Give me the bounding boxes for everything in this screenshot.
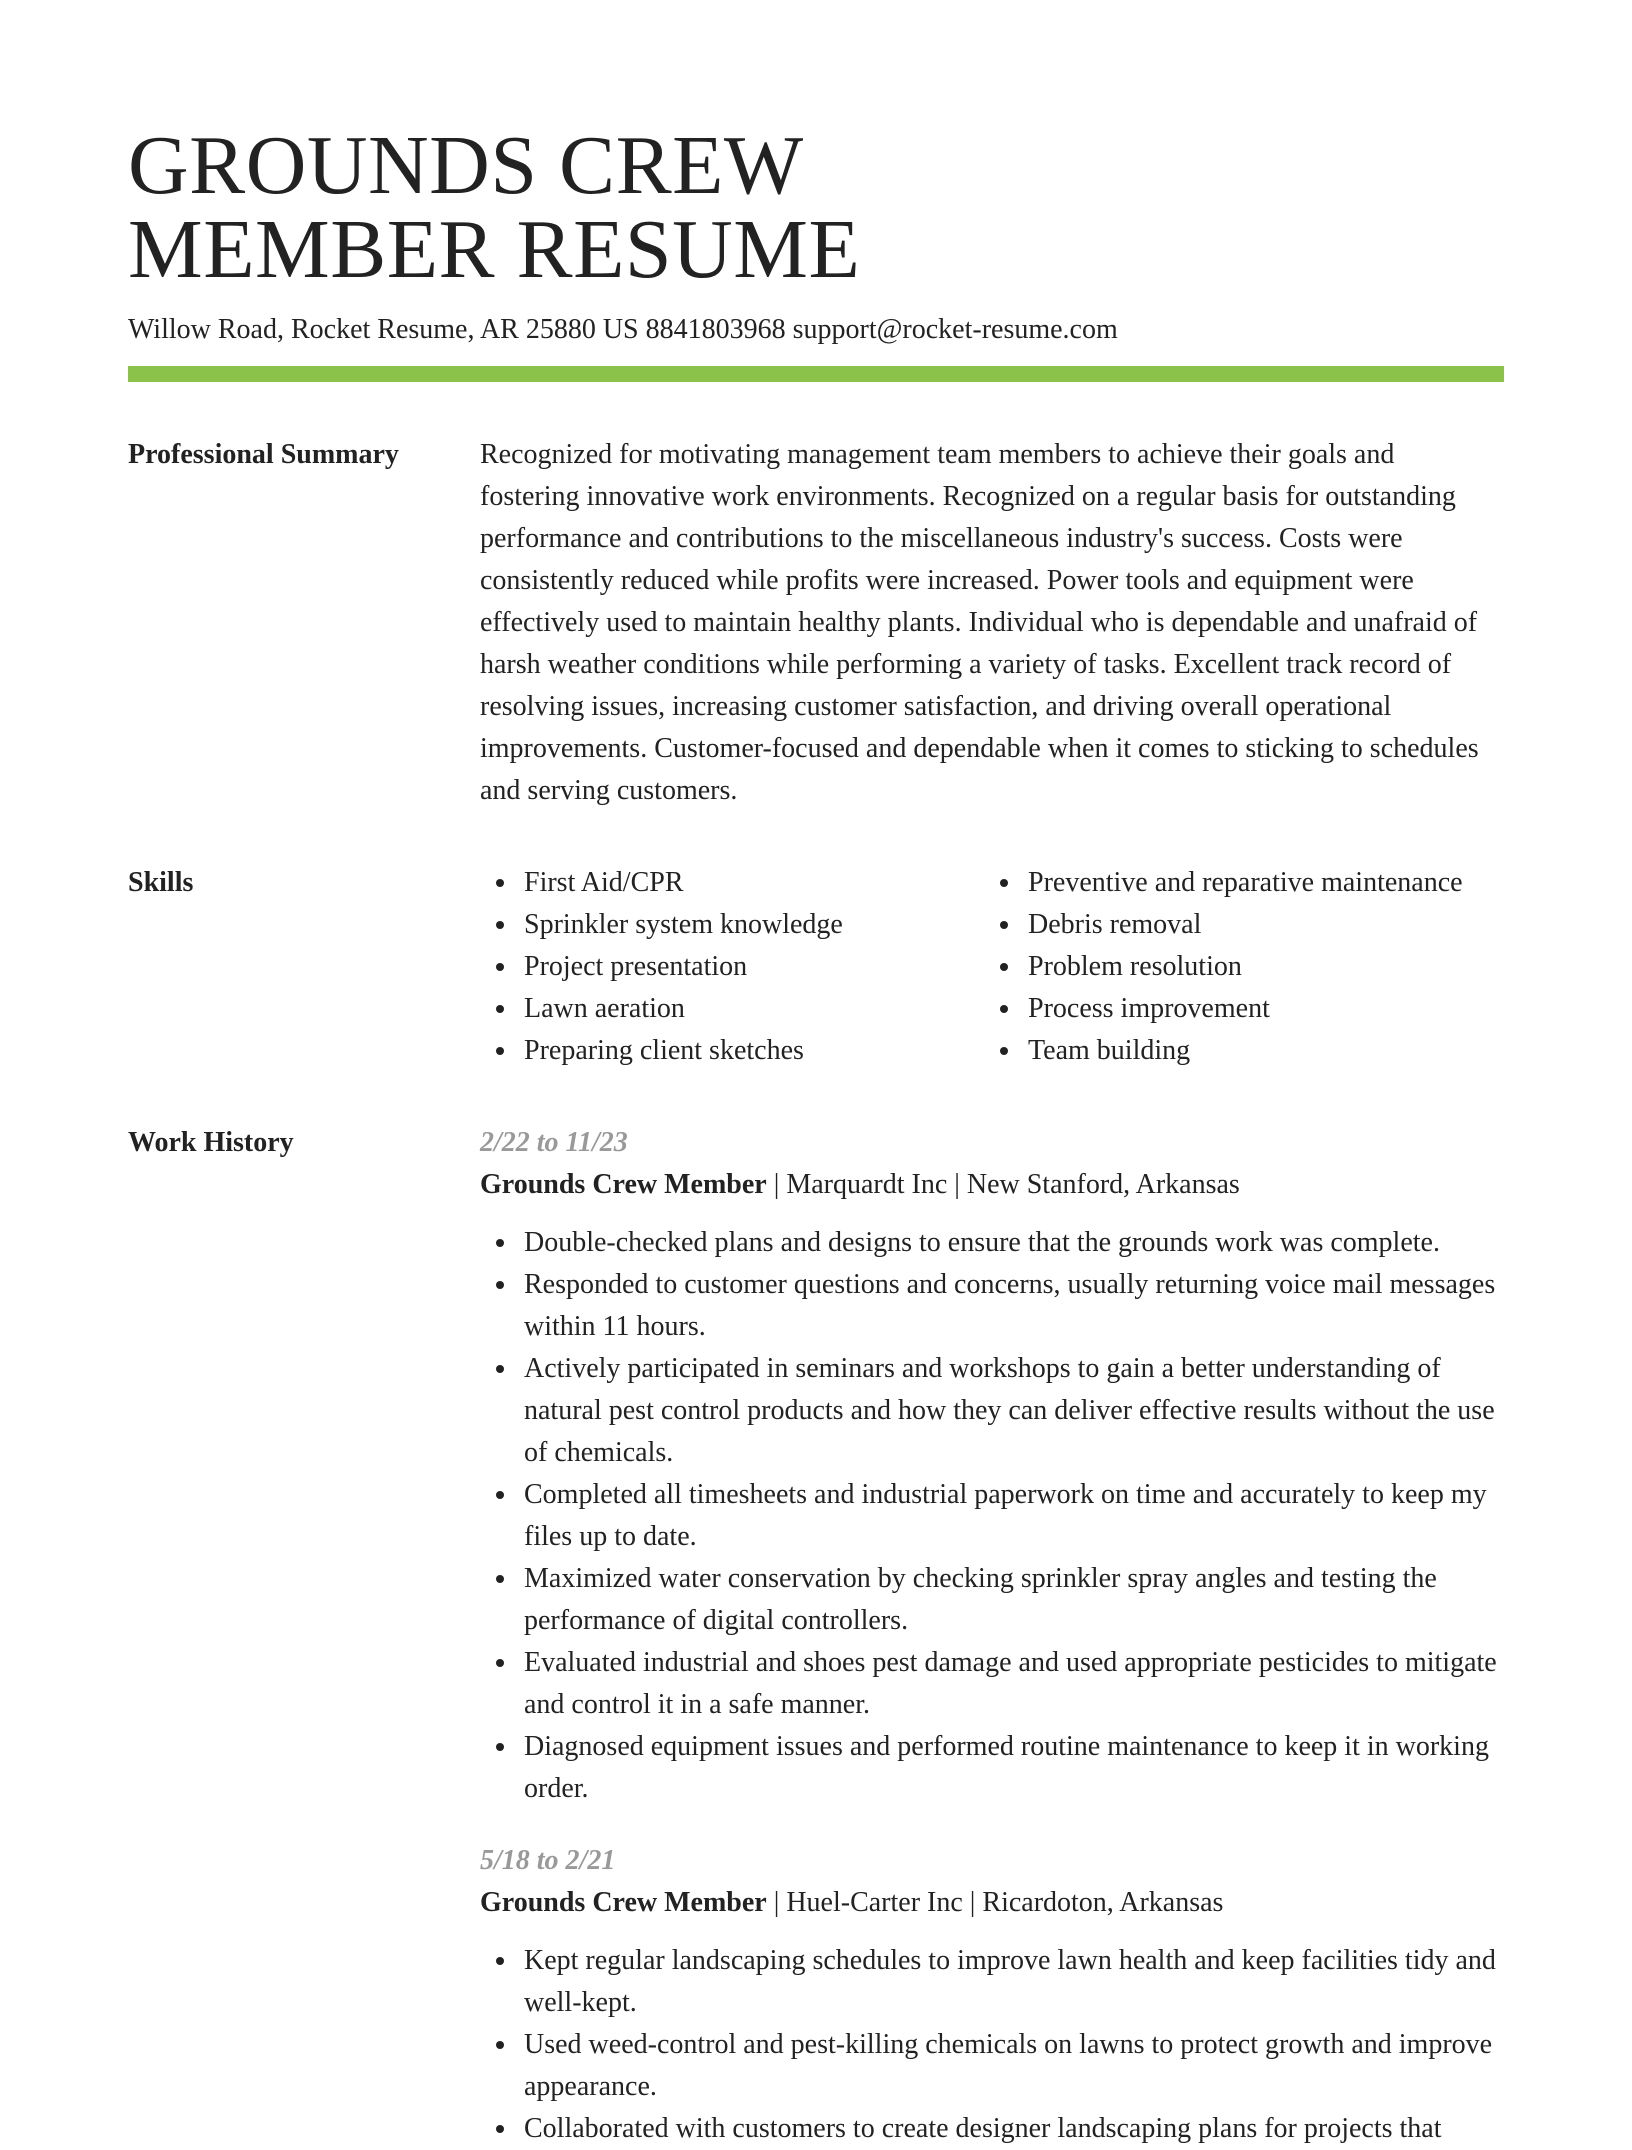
job-entry — [480, 1840, 1504, 2150]
title-line-1: GROUNDS CREW — [128, 119, 804, 212]
skills-column-left — [480, 862, 984, 1072]
skill-item: First Aid/CPR — [480, 862, 984, 904]
work-history-body — [480, 1122, 1504, 2150]
skill-item: Problem resolution — [984, 946, 1488, 988]
title-line-2: MEMBER RESUME — [128, 203, 861, 296]
job-bullet: Kept regular landscaping schedules to improve lawn health and keep facilities tidy and well-kept. — [480, 1940, 1504, 2024]
work-history-label: Work History — [128, 1127, 294, 1158]
job-entry — [480, 1122, 1504, 1810]
summary-section — [128, 434, 1504, 812]
skill-item: Preventive and reparative maintenance — [984, 862, 1488, 904]
job-bullet: Diagnosed equipment issues and performed routine maintenance to keep it in working order. — [480, 1726, 1504, 1810]
resume-title — [128, 119, 1504, 296]
summary-body — [480, 434, 1504, 812]
job-heading — [480, 1164, 1504, 1206]
skills-column-right — [984, 862, 1488, 1072]
work-history-section — [128, 1122, 1504, 2150]
summary-text: Recognized for motivating management team members to achieve their goals and fostering innovative work environments. Recognized on a regular basis for outstanding performance and contributions to the miscellaneous industry's success. Costs were consistently reduced while profits were increased. Power tools and equipment were effectively used to maintain healthy plants. Individual who is dependable and unafraid of harsh weather conditions while performing a variety of tasks. Excellent track record of resolving issues, increasing customer satisfaction, and driving overall operational improvements. Customer-focused and dependable when it comes to sticking to schedules and serving customers. — [480, 439, 1479, 806]
job-bullet: Double-checked plans and designs to ensure that the grounds work was complete. — [480, 1222, 1504, 1264]
job-title: Grounds Crew Member — [480, 1887, 767, 1918]
skill-item: Preparing client sketches — [480, 1030, 984, 1072]
job-bullet: Actively participated in seminars and workshops to gain a better understanding of natural pest control products and how they can deliver effective results without the use of chemicals. — [480, 1348, 1504, 1474]
skill-item: Team building — [984, 1030, 1488, 1072]
job-bullets — [480, 1940, 1504, 2150]
job-bullet: Responded to customer questions and concerns, usually returning voice mail messages within 11 hours. — [480, 1264, 1504, 1348]
job-bullet: Maximized water conservation by checking sprinkler spray angles and testing the performance of digital controllers. — [480, 1558, 1504, 1642]
job-employer-location: | Marquardt Inc | New Stanford, Arkansas — [766, 1169, 1240, 1200]
skills-section — [128, 862, 1504, 1072]
skill-item: Process improvement — [984, 988, 1488, 1030]
skill-item: Lawn aeration — [480, 988, 984, 1030]
skills-body — [480, 862, 1504, 1072]
skill-item: Sprinkler system knowledge — [480, 904, 984, 946]
accent-divider — [128, 366, 1504, 382]
job-heading — [480, 1882, 1504, 1924]
job-bullet: Completed all timesheets and industrial paperwork on time and accurately to keep my files up to date. — [480, 1474, 1504, 1558]
contact-line: Willow Road, Rocket Resume, AR 25880 US 8841803968 support@rocket-resume.com — [128, 314, 1118, 345]
job-bullet: Collaborated with customers to create designer landscaping plans for projects that — [480, 2108, 1504, 2150]
job-bullet: Evaluated industrial and shoes pest damage and used appropriate pesticides to mitigate and control it in a safe manner. — [480, 1642, 1504, 1726]
summary-label: Professional Summary — [128, 439, 399, 470]
job-employer-location: | Huel-Carter Inc | Ricardoton, Arkansas — [766, 1887, 1224, 1918]
job-dates: 5/18 to 2/21 — [480, 1845, 616, 1876]
skill-item: Project presentation — [480, 946, 984, 988]
skills-label: Skills — [128, 867, 194, 898]
job-bullet: Used weed-control and pest-killing chemicals on lawns to protect growth and improve appearance. — [480, 2024, 1504, 2108]
job-dates: 2/22 to 11/23 — [480, 1127, 628, 1158]
skill-item: Debris removal — [984, 904, 1488, 946]
job-title: Grounds Crew Member — [480, 1169, 767, 1200]
job-bullets — [480, 1222, 1504, 1810]
